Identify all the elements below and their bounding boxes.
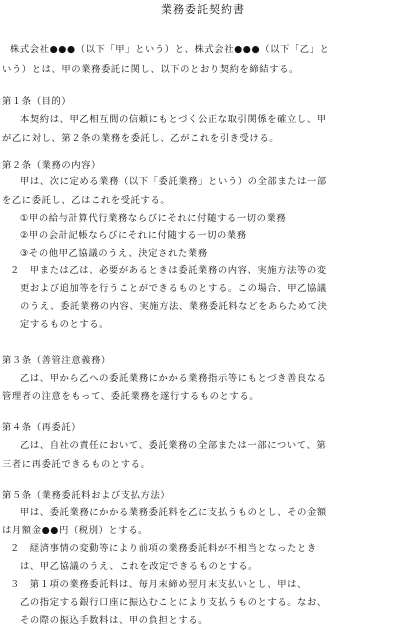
- article-5-text: 甲は、委託業務にかかる業務委託料を乙に支払うものとし、その金額: [20, 507, 327, 518]
- article-2-item: ①甲の給与計算代行業務ならびにそれに付随する一切の業務: [20, 213, 287, 224]
- article-2-item: ③その他甲乙協議のうえ、決定された業務: [20, 248, 208, 259]
- article-5-paragraph-3: ３ 第１項の業務委託料は、毎月末締め翌月末支払いとし、甲は、: [10, 579, 307, 590]
- article-5-paragraph-3: その際の振込手数料は、甲の負担とする。: [20, 615, 209, 626]
- article-5-paragraph-3: 乙の指定する銀行口座に振込むことにより支払うものとする。なお、: [20, 597, 327, 608]
- article-5-paragraph-2: ２ 経済事情の変動等により前項の業務委託料が不相当となったとき: [10, 543, 317, 554]
- document-title: 業務委託契約書: [161, 3, 245, 16]
- article-2-paragraph-2: のうえ、委託業務の内容、実施方法、業務委託料などをあらためて決: [20, 301, 328, 312]
- article-4-heading: 第４条（再委託）: [2, 422, 82, 433]
- article-2-item: ②甲の会計記帳ならびにそれに付随する一切の業務: [20, 230, 247, 241]
- article-5-heading: 第５条（業務委託料および支払方法）: [2, 490, 171, 501]
- article-4-text: 乙は、自社の責任において、委託業務の全部または一部について、第: [20, 440, 327, 451]
- article-4-text: 三者に再委託できるものとする。: [2, 459, 151, 470]
- article-2-text: 甲は、次に定める業務（以下「委託業務」という）の全部または一部: [20, 176, 327, 187]
- article-2-heading: 第２条（業務の内容）: [2, 160, 101, 171]
- article-3-text: 乙は、甲から乙への委託業務にかかる業務指示等にもとづき善良なる: [20, 373, 327, 384]
- article-5-text: は月額金●●円（税別）とする。: [2, 525, 149, 536]
- article-2-text: を乙に委託し、乙はこれを受託する。: [2, 195, 171, 206]
- article-2-paragraph-2: 定するものとする。: [20, 319, 110, 330]
- intro-line: 株式会社●●●（以下「甲」という）と、株式会社●●●（以下「乙」と: [10, 44, 330, 55]
- intro-line: いう）とは、甲の業務委託に関し、以下のとおり契約を締結する。: [2, 64, 299, 75]
- article-5-paragraph-2: は、甲乙協議のうえ、これを改定できるものとする。: [20, 561, 259, 572]
- article-3-text: 管理者の注意をもって、委託業務を遂行するものとする。: [2, 391, 260, 402]
- article-2-paragraph-2: ２ 甲または乙は、必要があるときは委託業務の内容、実施方法等の変: [10, 265, 327, 276]
- article-1-text: 本契約は、甲乙相互間の信頼にもとづく公正な取引関係を確立し、甲: [20, 114, 327, 125]
- article-1-text: が乙に対し、第２条の業務を委託し、乙がこれを引き受ける。: [2, 133, 280, 144]
- article-3-heading: 第３条（善管注意義務）: [2, 355, 111, 366]
- article-1-heading: 第１条（目的）: [2, 96, 72, 107]
- article-2-paragraph-2: 更および追加等を行うことができるものとする。この場合、甲乙協議: [20, 283, 327, 294]
